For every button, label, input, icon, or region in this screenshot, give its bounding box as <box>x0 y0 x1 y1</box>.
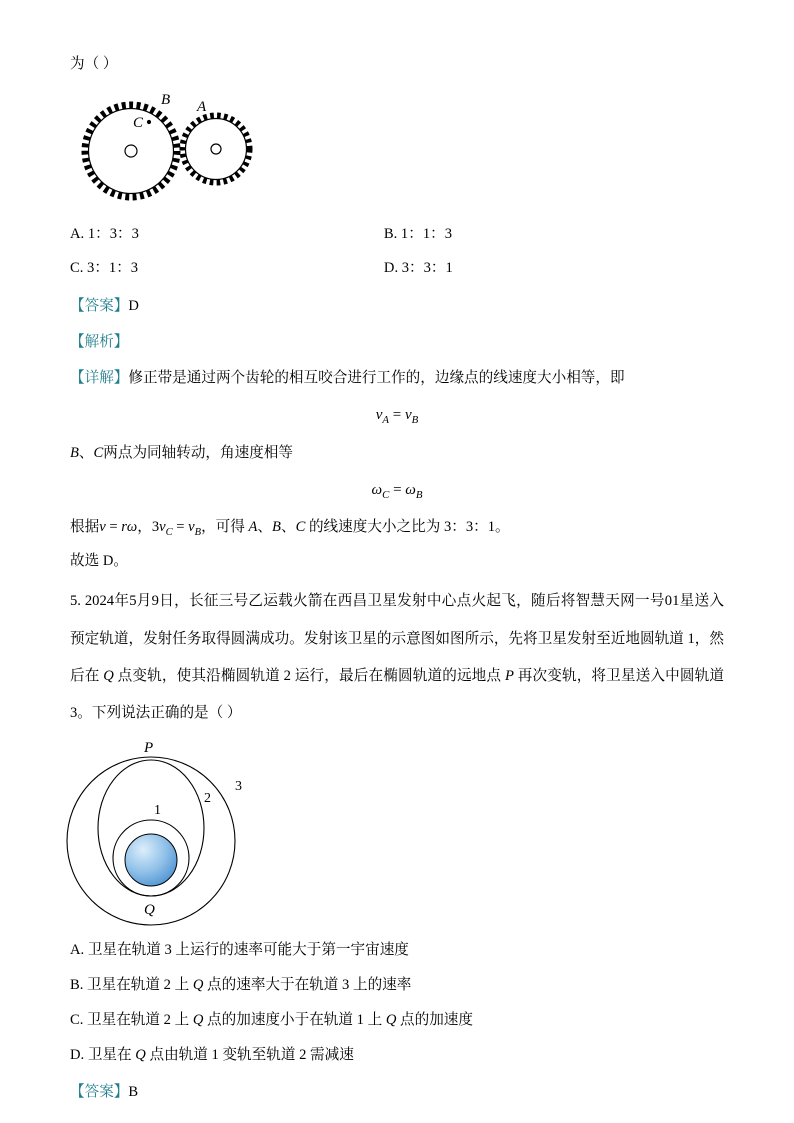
q5-stem: 5. 2024年5月9日，长征三号乙运载火箭在西昌卫星发射中心点火起飞，随后将智慧天网一号01星送入预定轨道，发射任务取得圆满成功。发射该卫星的示意图如图所示，先将卫星发射至近地圆轨道 1，然后在 Q 点变轨，使其沿椭圆轨道 2 运行，最后在椭圆轨道的远地点 P 再次变轨，将卫星送入中圆轨道 3。下列说法正确的是（ ） <box>70 593 724 721</box>
orbit-label-1: 1 <box>154 803 161 819</box>
gear-label-b: B <box>161 92 171 109</box>
q4-detail-line <box>70 366 724 390</box>
q4-line-conclusion: 根据v = rω，$3v_C = v_B$，可得 A、B、C 的线速度大小之比为 3：3：1。 <box>70 519 510 539</box>
q5-option-c: C. 卫星在轨道 2 上 Q 点的加速度小于在轨道 1 上 Q 点的加速度 <box>70 1011 473 1028</box>
q5-answer-value: B <box>128 1083 139 1100</box>
q4-option-d: D. 3：3：1 <box>383 259 453 276</box>
large-gear-hub <box>125 145 137 157</box>
formula-va-equals-vb: $v_A = v_B$ <box>375 407 419 427</box>
formula-wc-equals-wb: $\omega_C = \omega_B$ <box>371 481 423 501</box>
q5-answer-marker: 【答案】 <box>70 1083 129 1100</box>
q4-answer-line <box>70 294 724 318</box>
point-c-dot <box>147 120 151 124</box>
orbit-diagram <box>54 734 269 932</box>
q4-option-b: B. 1：1：3 <box>383 226 453 243</box>
orbit-label-p: P <box>144 740 154 757</box>
gear-label-a: A <box>197 99 207 116</box>
q5-option-d: D. 卫星在 Q 点由轨道 1 变轨至轨道 2 需减速 <box>70 1046 354 1063</box>
q4-detail-text: 修正带是通过两个齿轮的相互咬合进行工作的，边缘点的线速度大小相等，即 <box>128 370 625 387</box>
orbit-label-q: Q <box>144 902 155 919</box>
q5-option-b: B. 卫星在轨道 2 上 Q 点的速率大于在轨道 3 上的速率 <box>70 977 412 994</box>
q4-final-choice: 故选 D。 <box>70 553 128 570</box>
q4-options <box>70 224 724 280</box>
orbit-label-2: 2 <box>204 791 211 807</box>
q4-detail-marker: 【详解】 <box>70 370 129 387</box>
earth <box>125 834 177 886</box>
orbit-label-3: 3 <box>235 779 242 795</box>
q4-answer-marker: 【答案】 <box>70 297 129 314</box>
q4-lead-text: 为（ ） <box>70 56 118 72</box>
q4-analysis-marker: 【解析】 <box>70 333 129 350</box>
q5-answer-line <box>70 1080 724 1104</box>
q4-line-bc: B、C两点为同轴转动，角速度相等 <box>70 444 293 461</box>
gear-label-c: C <box>133 115 144 132</box>
small-gear-hub <box>211 144 221 154</box>
q5-option-a: A. 卫星在轨道 3 上运行的速率可能大于第一宇宙速度 <box>70 942 409 959</box>
q4-option-c: C. 3：1：3 <box>70 259 139 276</box>
q4-answer-value: D <box>128 297 139 314</box>
q4-analysis-line <box>70 330 724 354</box>
gear-diagram <box>60 86 310 214</box>
q4-option-a: A. 1：3：3 <box>70 226 139 243</box>
